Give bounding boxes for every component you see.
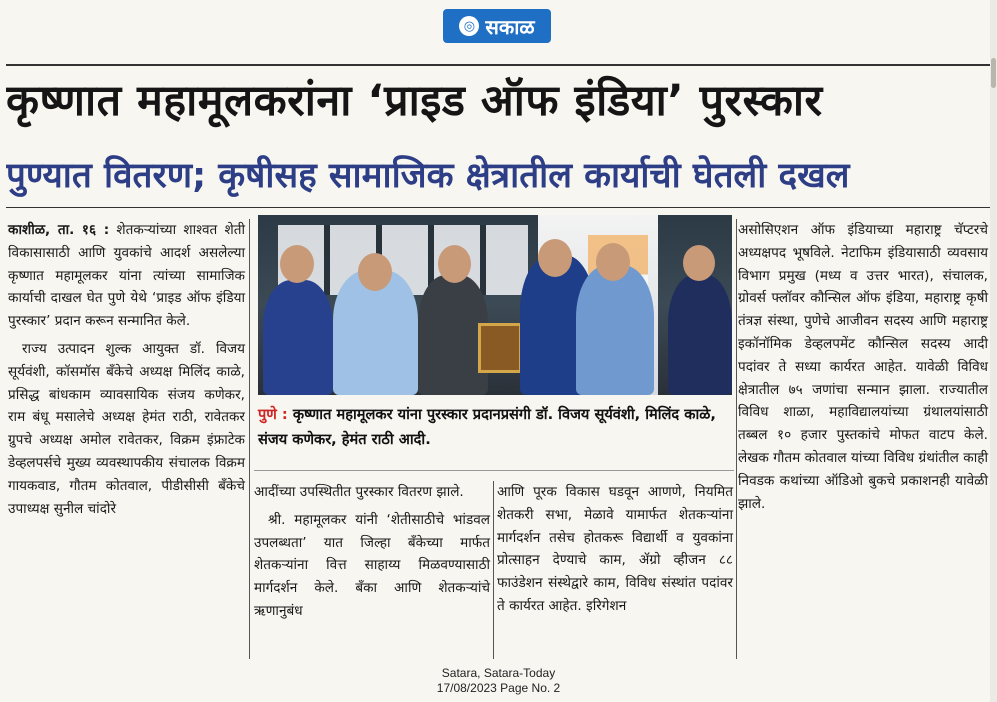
award-plaque xyxy=(478,323,522,373)
article-column-1 xyxy=(8,219,245,525)
article-column-4 xyxy=(738,219,988,520)
caption-text: कृष्णात महामूलकर यांना पुरस्कार प्रदानप्रसंगी डॉ. विजय सूर्यवंशी, मिलिंद काळे, संजय कणेकर, हेमंत राठी आदी. xyxy=(258,406,716,448)
footer-source: Satara, Satara-Today xyxy=(441,666,556,680)
person-3-head xyxy=(438,245,471,283)
footer-date-page: 17/08/2023 Page No. 2 xyxy=(436,681,561,695)
person-1 xyxy=(263,280,333,395)
scrollbar-thumb[interactable] xyxy=(991,58,996,88)
subheadline: पुण्यात वितरण; कृषीसह सामाजिक क्षेत्रातील कार्याची घेतली दखल xyxy=(6,156,850,196)
column-divider xyxy=(493,481,494,659)
award-ceremony-photo xyxy=(258,215,732,395)
caption-city: पुणे : xyxy=(258,406,288,423)
paragraph: आदींच्या उपस्थितीत पुरस्कार वितरण झाले. xyxy=(254,484,464,500)
vertical-scrollbar[interactable] xyxy=(990,0,997,702)
lead-paragraph xyxy=(8,219,245,333)
masthead-logo xyxy=(443,9,551,43)
paragraph: आणि पूरक विकास घडवून आणणे, नियमित शेतकरी सभा, मेळावे यामार्फत शेतकऱ्यांना मार्गदर्शन तसेच होतकरू विद्यार्थी व युवकांना प्रोत्साहन देण्याचे काम, ॲग्रो व्हीजन ८८ फाउंडेशन संस्थेद्वारे काम, विविध संस्थांत पदांवर ते कार्यरत आहेत. इरिगेशन xyxy=(497,484,733,614)
article-column-3 xyxy=(497,481,733,623)
paragraph: असोसिएशन ऑफ इंडियाच्या महाराष्ट्र चॅप्टरचे अध्यक्षपद भूषविले. नेटाफिम इंडियासाठी व्यवसाय विभाग प्रमुख (मध्य व उत्तर भारत), संचालक, ग्रोवर्स फ्लॉवर कौन्सिल ऑफ इंडिया, महाराष्ट्र कृषी तंत्रज्ञ संस्था, पुणेचे आजीवन सदस्य आणि महाराष्ट्र इकॉनॉमिक डेव्हलपमेंट कौन्सिल सदस्य आदी पदांवर ते सध्या कार्यरत आहेत. यावेळी विविध क्षेत्रातील ७५ जणांचा सन्मान झाला. राज्यातील विविध शाळा, महाविद्यालयांच्या ग्रंथालयांसाठी तब्बल १० हजार पुस्तकांचे मोफत वाटप केले. लेखक गौतम कोतवाल यांच्या विविध ग्रंथांतील काही निवडक कथांच्या ऑडिओ बुकचे प्रकाशनही यावेळी झाले. xyxy=(738,222,988,512)
paragraph: श्री. महामूलकर यांनी ‘शेतीसाठीचे भांडवल उपलब्धता’ यात जिल्हा बँकेच्या मार्फत शेतकऱ्यांना वित्त साहाय्य मिळवण्यासाठी मार्गदर्शन केले. बँका आणि शेतकऱ्यांचे ऋणानुबंध xyxy=(254,511,490,619)
headline-top-rule xyxy=(6,64,991,66)
subhead-bottom-rule xyxy=(6,207,991,208)
person-6-head xyxy=(683,245,715,281)
dateline: काशीळ, ता. १६ : xyxy=(8,222,110,238)
paragraph: राज्य उत्पादन शुल्क आयुक्त डॉ. विजय सूर्यवंशी, कॉसमॉस बँकेचे अध्यक्ष मिलिंद काळे, प्रसिद्ध बांधकाम व्यावसायिक संजय कणेकर, राम बंधू मसालेचे अध्यक्ष हेमंत राठी, रावेतकर ग्रुपचे अध्यक्ष अमोल रावेतकर, विक्रम इंफ्राटेक डेव्हलपर्सचे मुख्य व्यवस्थापकीय संचालक विक्रम गायकवाड, गौतम कोतवाल, पीडीसीसी बँकेचे उपाध्यक्ष सुनील चांदोरे xyxy=(8,340,245,517)
person-2-head xyxy=(358,253,392,291)
article-column-2 xyxy=(254,481,490,628)
person-4-head xyxy=(538,239,572,277)
photo-caption xyxy=(258,402,736,452)
column-divider xyxy=(736,219,737,659)
lead-text: शेतकऱ्यांच्या शाश्वत शेती विकासासाठी आणि युवकांचे आदर्श असलेल्या कृष्णात महामूलकर यांना त्यांच्या सामाजिक कार्याची दाखल घेत पुणे येथे ‘प्राइड ऑफ इंडिया पुरस्कार’ प्रदान करून सन्मानित केले. xyxy=(8,222,245,330)
person-5 xyxy=(576,265,654,395)
masthead-logo-text: सकाळ xyxy=(485,14,535,39)
column-divider xyxy=(249,219,250,659)
caption-divider xyxy=(254,470,734,471)
person-1-head xyxy=(280,245,314,283)
sakal-emblem-icon: ◎ xyxy=(459,16,479,36)
person-6 xyxy=(668,275,732,395)
person-5-head xyxy=(596,243,630,281)
headline: कृष्णात महामूलकरांना ‘प्राइड ऑफ इंडिया’ पुरस्कार xyxy=(6,76,823,126)
